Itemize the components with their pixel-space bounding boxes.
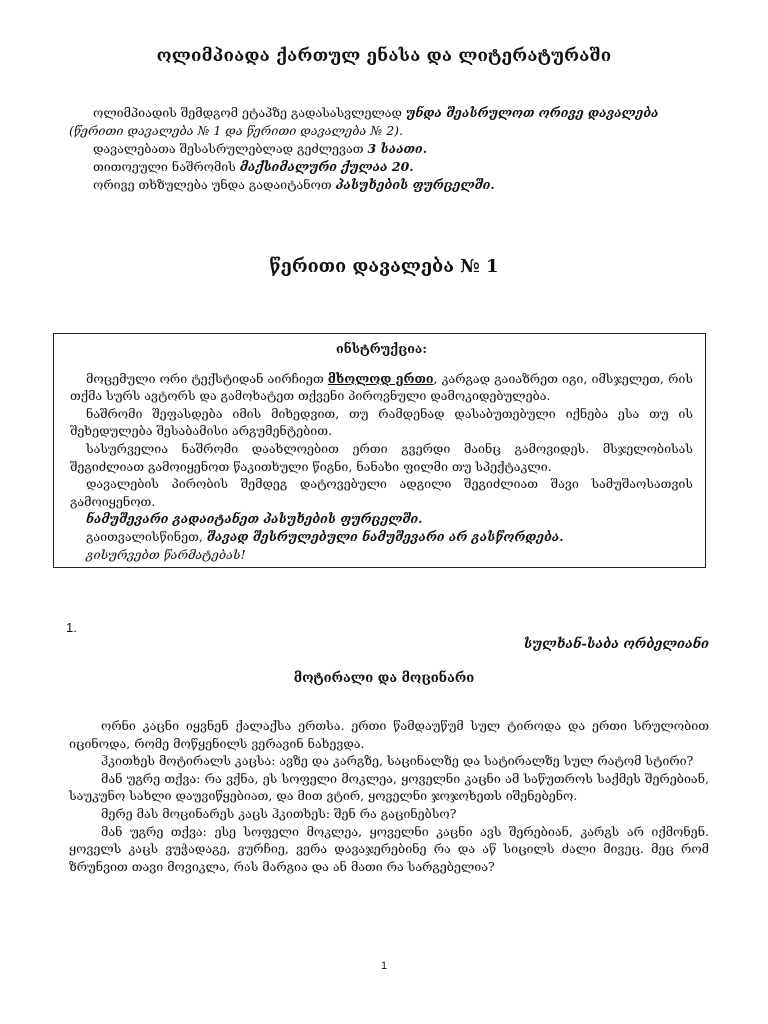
instructions-p1-text: მოცემული ორი ტექსტიდან აირჩიეთ (86, 370, 328, 386)
intro-line-1-emphasis: უნდა შეასრულოთ ორივე დავალება (405, 105, 659, 120)
instructions-paragraph-4: დავალების პირობის შემდეგ დატოვებული ადგილი შეგიძლიათ შავი სამუშაოსათვის გამოიყენოთ. (70, 476, 693, 509)
instructions-p6-text: გაითვალისწინეთ, (86, 528, 207, 544)
intro-line-3 (69, 158, 709, 176)
intro-line-2 (69, 140, 709, 158)
instructions-paragraph-6 (70, 528, 693, 546)
page-number: 1 (380, 960, 388, 972)
instructions-paragraph-3: სასურველია ნაშრომი დაახლოებით ერთი გვერდი მაინც გამოვიდეს. მსჯელობისას შეგიძლიათ გამოიყენოთ წაკითხული წიგნი, ნანახი ფილმი თუ სპექტაკლი. (70, 440, 693, 474)
intro-line-4-emphasis: პასუხების ფურცელში. (335, 177, 495, 192)
instructions-p1-end: , კარგად გაიაზრეთ იგი, იმსჯელეთ, რის თქმა სურს ავტორს და გამოხატეთ თქვენი პიროვნული დამოკიდებულება. (70, 370, 693, 404)
intro-line-1 (69, 104, 709, 140)
story-paragraph-1: ორნი კაცნი იყვნენ ქალაქსა ერთსა. ერთი წამდაუწუმ სულ ტიროდა და ერთი სრულობით იცინოდა, რომე მოწყენილს ვერავინ ნახევდა. (69, 718, 709, 751)
instructions-paragraph-2: ნაშრომი შეფასდება იმის მიხედვით, თუ რამდენად დასაბუთებული იქნება ესა თუ ის შეხედულება შესაბამისი არგუმენტებით. (70, 405, 693, 439)
intro-line-2-emphasis: 3 საათი. (367, 141, 428, 156)
instructions-p6-emphasis: შავად შესრულებული ნამუშევარი არ გასწორდება. (206, 528, 564, 544)
instructions-p1-underlined: მხოლოდ ერთი (327, 370, 434, 386)
intro-line-3-text: თითოეული ნაშრომის (93, 159, 240, 174)
story-paragraph-5: მან უგრე თქვა: ესე სოფელი მოკლეა, ყოველნი კაცნი ავს შერებიან, კარგს არ იქმონენ. ყოველს კაცს ვუჭადაგე, ვურჩიე, ვერა დავაჯერებინე რა და აწ სიცილს ძალი მივეც. მეც რომ ზრუნვით თავი მოვიკლა, რას მარგია და ან მათი რა სარგებელია? (69, 823, 709, 874)
story-paragraph-4: მერე მას მოცინარეს კაცს ჰკითხეს: შენ რა გაცინებსო? (101, 805, 457, 821)
intro-block (69, 104, 709, 194)
story-body (69, 717, 709, 875)
task-number: 1. (66, 620, 77, 635)
story-paragraph-3: მან უგრე თქვა: რა ვქნა, ეს სოფელი მოკლეა, ყოველნი კაცნი ამ საწუთროს საქმეს შერებიან, საუკუნო სახლი დაუვიწყებიათ, და მით ვტირ, ყოველნი ჯოჯოხეთს იშენებენო. (69, 770, 709, 804)
text-author: სულხან-საბა ორბელიანი (523, 637, 709, 652)
intro-line-2-text: დავალებათა შესასრულებლად გეძლევათ (93, 141, 368, 156)
document-title: ოლიმპიადა ქართულ ენასა და ლიტერატურაში (156, 46, 612, 66)
intro-line-1-note: (წერითი დავალება № 1 და წერითი დავალება № 2). (69, 123, 403, 138)
intro-line-4 (69, 176, 709, 194)
story-paragraph-2: ჰკითხეს მოტირალს კაცსა: ავზე და კარგზე, საცინალზე და სატირალზე სულ რატომ სტირი? (101, 753, 694, 769)
instructions-paragraph-7: გისურვებთ წარმატებას! (86, 546, 246, 562)
instructions-paragraph-1 (70, 370, 693, 405)
story-title: მოტირალი და მოცინარი (293, 671, 475, 686)
task-1-heading: წერითი დავალება № 1 (269, 256, 499, 277)
intro-line-1-text: ოლიმპიადის შემდგომ ეტაპზე გადასასვლელად (93, 105, 406, 120)
instructions-paragraph-5: ნამუშევარი გადაიტანეთ პასუხების ფურცელში. (86, 511, 423, 527)
instructions-heading: ინსტრუქცია: (336, 341, 427, 356)
instructions-box (53, 333, 706, 568)
intro-line-3-emphasis: მაქსიმალური ქულაა 20. (239, 159, 414, 174)
intro-line-4-text: ორივე თხზულება უნდა გადაიტანოთ (93, 177, 336, 192)
